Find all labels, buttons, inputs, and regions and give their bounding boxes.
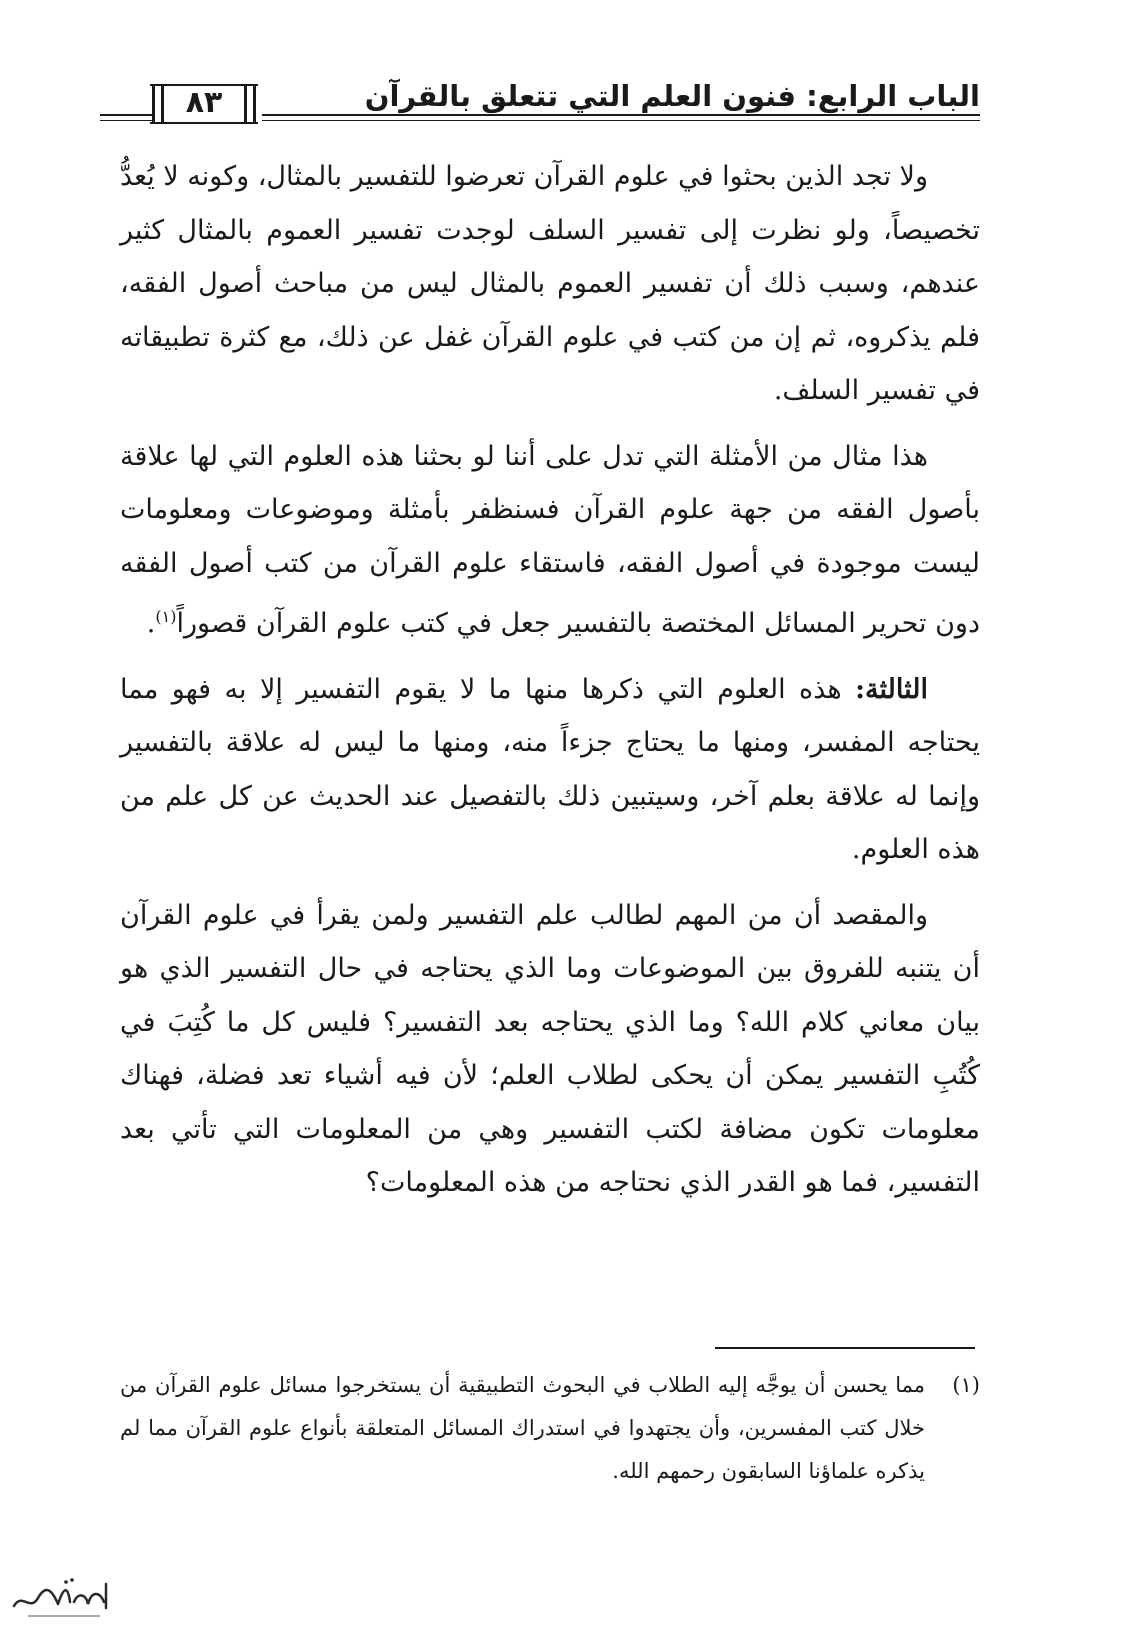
header-rule-bottom [262, 120, 980, 121]
footnote-marker: (١) [952, 1373, 980, 1397]
paragraph-3 [120, 663, 980, 877]
paragraph-2 [120, 430, 980, 651]
frame-pillar-right [244, 86, 256, 122]
footnote [120, 1364, 980, 1493]
page-number-frame [150, 84, 258, 124]
footnote-text: مما يحسن أن يوجَّه إليه الطلاب في البحوث التطبيقية أن يستخرجوا مسائل علوم القرآن من خلال كتب المفسرين، وأن يجتهدوا في استدراك المسائل المتعلقة بأنواع علوم القرآن مما لم يذكره علماؤنا السابقون رحمهم الله. [120, 1373, 925, 1483]
paragraph-1 [120, 150, 980, 418]
paragraph-text: هذا مثال من الأمثلة التي تدل على أننا لو بحثنا هذه العلوم التي لها علاقة بأصول الفقه من جهة علوم القرآن فسنظفر بأمثلة وموضوعات ومعلومات ليست موجودة في أصول الفقه، فاستقاء علوم القرآن من كتب أصول الفقه دون تحرير المسائل المختصة بالتفسير جعل في كتب علوم القرآن قصوراً [120, 440, 980, 639]
footnote-separator [715, 1347, 975, 1349]
page-number: ٨٣ [185, 85, 223, 120]
paragraph-4 [120, 889, 980, 1210]
paragraph-text: هذه العلوم التي ذكرها منها ما لا يقوم التفسير إلا به فهو مما يحتاجه المفسر، ومنها ما يحتاج جزءاً منه، ومنها ما ليس له علاقة بالتفسير وإنما له علاقة بعلم آخر، وسيتبين ذلك بالتفصيل عند الحديث عن كل علم من هذه العلوم. [120, 673, 980, 865]
body-text [120, 150, 980, 1222]
publisher-logo [8, 1572, 120, 1622]
footnote-reference[interactable]: (١) [155, 607, 177, 626]
frame-pillar-left [152, 86, 164, 122]
paragraph-text: ولا تجد الذين بحثوا في علوم القرآن تعرضوا للتفسير بالمثال، وكونه لا يُعدُّ تخصيصاً، ولو نظرت إلى تفسير السلف لوجدت تفسير العموم بالمثال كثير عندهم، وسبب ذلك أن تفسير العموم بالمثال ليس من مباحث أصول الفقه، فلم يذكروه، ثم إن من كتب في علوم القرآن غفل عن ذلك، مع كثرة تطبيقاته في تفسير السلف. [120, 161, 980, 406]
paragraph-text: والمقصد أن من المهم لطالب علم التفسير ولمن يقرأ في علوم القرآن أن يتنبه للفروق بين الموضوعات وما الذي يحتاجه في حال التفسير الذي هو بيان معاني كلام الله؟ وما الذي يحتاجه بعد التفسير؟ فليس كل ما كُتِبَ في كُتُبِ التفسير يمكن أن يحكى لطلاب العلم؛ لأن فيه أشياء تعد فضلة، فهناك معلومات تكون مضافة لكتب التفسير وهي من المعلومات التي تأتي بعد التفسير، فما هو القدر الذي نحتاجه من هذه المعلومات؟ [120, 899, 980, 1198]
paragraph-lead: الثالثة: [855, 673, 928, 705]
header-rule-left-top [100, 114, 152, 116]
running-header-title: الباب الرابع: فنون العلم التي تتعلق بالقرآن [364, 79, 980, 113]
paragraph-tail: . [146, 608, 156, 639]
header-rule-top [262, 114, 980, 116]
header-rule-left-bottom [100, 120, 152, 121]
